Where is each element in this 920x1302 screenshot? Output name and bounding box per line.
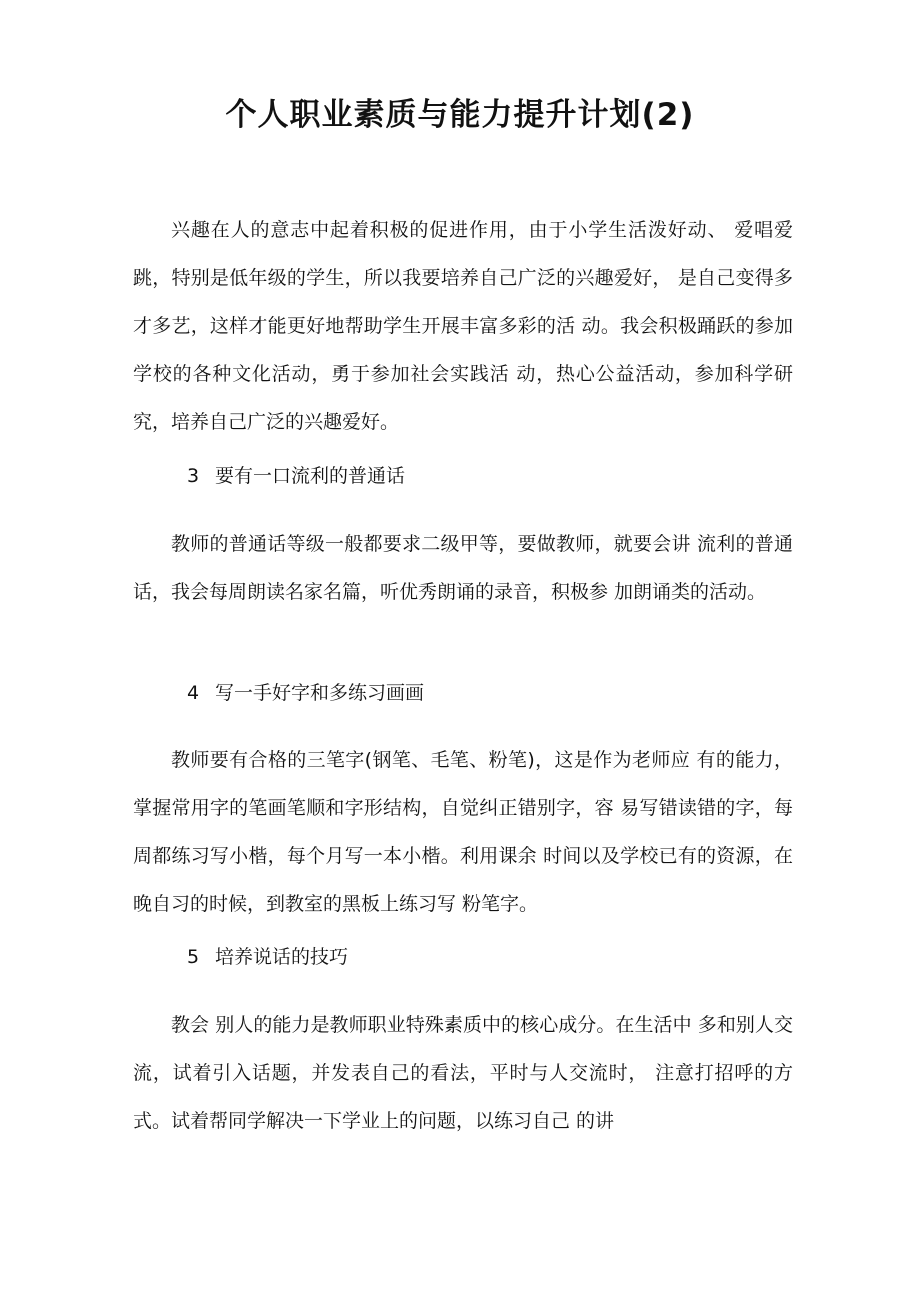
section-number: 5 (187, 946, 200, 968)
paragraph-interests: 兴趣在人的意志中起着积极的促进作用，由于小学生活泼好动、 爱唱爱跳，特别是低年级的学生，所以我要培养自己广泛的兴趣爱好， 是自己变得多才多艺，这样才能更好地帮助学生开展丰富多彩的活 动。我会积极踊跃的参加学校的各种文化活动，勇于参加社会实践活 动，热心公益活动，参加科学研究，培养自己广泛的兴趣爱好。 (133, 219, 793, 433)
document-title: 个人职业素质与能力提升计划(2) (225, 97, 695, 133)
section-heading-handwriting (187, 678, 787, 708)
section-heading-text: 要有一口流利的普通话 (215, 465, 406, 487)
section-heading-text: 写一手好字和多练习画画 (215, 682, 425, 704)
section-number: 3 (187, 465, 200, 487)
paragraph-handwriting: 教师要有合格的三笔字(钢笔、毛笔、粉笔)，这是作为老师应 有的能力，掌握常用字的笔画笔顺和字形结构，自觉纠正错别字，容 易写错读错的字，每周都练习写小楷，每个月写一本小楷。利用课余 时间以及学校已有的资源，在晚自习的时候，到教室的黑板上练习写 粉笔字。 (133, 749, 793, 915)
section-heading-speaking (187, 942, 787, 972)
paragraph-speaking: 教会 别人的能力是教师职业特殊素质中的核心成分。在生活中 多和别人交流，试着引入话题，并发表自己的看法，平时与人交流时， 注意打招呼的方式。试着帮同学解决一下学业上的问题，以练习自己 的讲 (133, 1014, 793, 1132)
section-number: 4 (187, 682, 200, 704)
paragraph-mandarin: 教师的普通话等级一般都要求二级甲等，要做教师，就要会讲 流利的普通话，我会每周朗读名家名篇，听优秀朗诵的录音，积极参 加朗诵类的活动。 (133, 533, 793, 603)
section-heading-text: 培养说话的技巧 (215, 946, 349, 968)
section-heading-mandarin (187, 461, 787, 491)
